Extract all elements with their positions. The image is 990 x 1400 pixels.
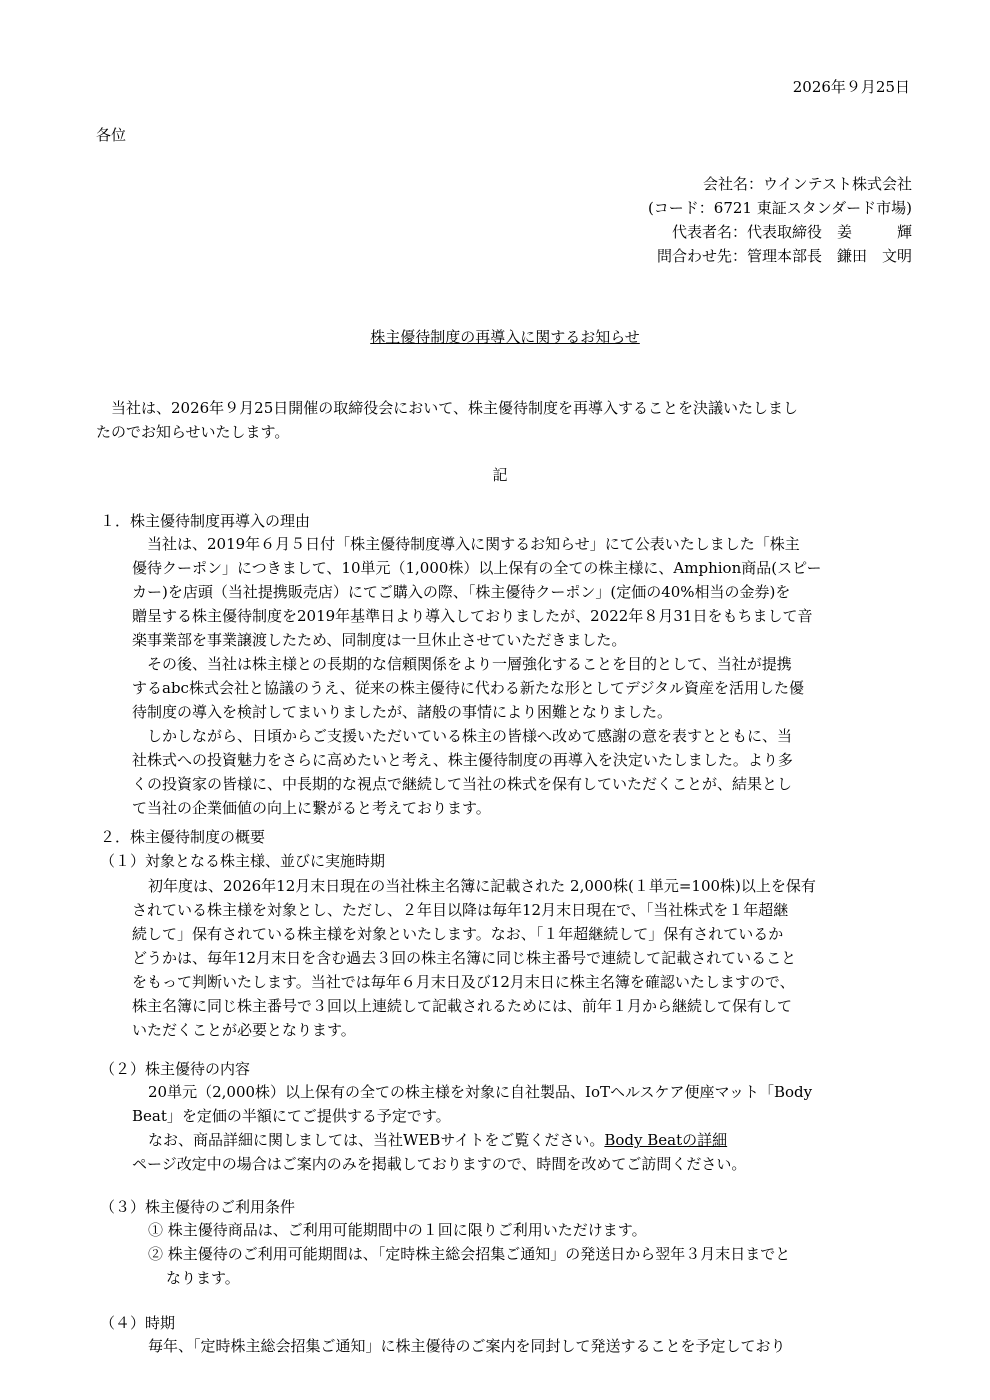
document-title: 株主優待制度の再導入に関するお知らせ	[370, 328, 640, 346]
sub1-line: されている株主様を対象とし、ただし、２年目以降は毎年12月末日現在で、「当社株式を１年超継	[132, 901, 789, 919]
section1-line: 優待クーポン」につきまして、10単元（1,000株）以上保有の全ての株主様に、Amphion商品(スピー	[132, 559, 822, 577]
body-beat-detail-link[interactable]: Body Beatの詳細	[604, 1131, 728, 1149]
section2-sub1-heading: （１）対象となる株主様、並びに実施時期	[100, 852, 386, 870]
section1-line: するabc株式会社と協議のうえ、従来の株主優待に代わる新たな形としてデジタル資産を活用した優	[132, 679, 804, 697]
section2-heading: ２．株主優待制度の概要	[100, 828, 266, 846]
section1-line: て当社の企業価値の向上に繋がると考えております。	[132, 799, 491, 817]
section2-sub2-heading: （２）株主優待の内容	[100, 1060, 251, 1078]
sub2-line: ページ改定中の場合はご案内のみを掲載しておりますので、時間を改めてご訪問ください。	[132, 1155, 747, 1173]
intro-paragraph	[96, 396, 896, 444]
sub1-line: どうかは、毎年12月末日を含む過去３回の株主名簿に同じ株主番号で連続して記載されていること	[132, 949, 797, 967]
section2-sub4-body	[148, 1334, 948, 1358]
section1-line: くの投資家の皆様に、中長期的な視点で継続して当社の株式を保有していただくことが、結果とし	[132, 775, 793, 793]
sub2-line	[132, 1128, 932, 1152]
sub1-line: をもって判断いたします。当社では毎年６月末日及び12月末日に株主名簿を確認いたしますので、	[132, 973, 795, 991]
section2-sub3-heading: （３）株主優待のご利用条件	[100, 1198, 296, 1216]
section1-body	[132, 532, 932, 820]
company-contact: 問合わせ先：管理本部長 鎌田 文明	[656, 247, 912, 265]
section1-line: 贈呈する株主優待制度を2019年基準日より導入しておりましたが、2022年８月31日をもちまして音	[132, 607, 813, 625]
company-name: 会社名：ウインテスト株式会社	[703, 175, 912, 193]
sub2-line: 20単元（2,000株）以上保有の全ての株主様を対象に自社製品、IoTヘルスケア便座マット「Body	[148, 1083, 813, 1101]
ki-marker: 記	[492, 466, 508, 484]
condition-item-2: ② 株主優待のご利用可能期間は、「定時株主総会招集ご通知」の発送日から翌年３月末日までと	[148, 1245, 791, 1263]
company-code: (コード：6721 東証スタンダード市場)	[647, 199, 912, 217]
section2-sub3-body	[148, 1218, 948, 1290]
sub2-line: Beat」を定価の半額にてご提供する予定です。	[132, 1107, 451, 1125]
condition-item-1: ① 株主優待商品は、ご利用可能期間中の１回に限りご利用いただけます。	[148, 1221, 647, 1239]
section1-line: 社株式への投資魅力をさらに高めたいと考え、株主優待制度の再導入を決定いたしました。より多	[132, 751, 793, 769]
sub1-line: 続して」保有されている株主様を対象といたします。なお、「１年超継続して」保有されているか	[132, 925, 784, 943]
condition-item-2-cont: なります。	[166, 1269, 240, 1287]
sub1-line: 初年度は、2026年12月末日現在の当社株主名簿に記載された 2,000株(１単元=100株)以上を保有	[148, 877, 816, 895]
sub1-line: 株主名簿に同じ株主番号で３回以上連続して記載されるためには、前年１月から継続して保有して	[132, 997, 793, 1015]
document-date: 2026年９月25日	[792, 78, 910, 96]
section2-sub4-heading: （４）時期	[100, 1314, 176, 1332]
company-representative: 代表者名：代表取締役 姜 輝	[671, 223, 912, 241]
section1-heading: １．株主優待制度再導入の理由	[100, 512, 311, 530]
intro-line: たのでお知らせいたします。	[96, 423, 290, 441]
recipient: 各位	[96, 126, 127, 144]
intro-line: 当社は、2026年９月25日開催の取締役会において、株主優待制度を再導入することを決議いたしまし	[96, 399, 798, 417]
company-info	[648, 172, 912, 268]
sub4-line: 毎年、「定時株主総会招集ご通知」に株主優待のご案内を同封して発送することを予定しており	[148, 1337, 786, 1355]
section1-line: 楽事業部を事業譲渡したため、同制度は一旦休止させていただきました。	[132, 631, 627, 649]
section1-line: 待制度の導入を検討してまいりましたが、諸般の事情により困難となりました。	[132, 703, 673, 721]
section2-sub1-body	[132, 874, 932, 1042]
sub1-line: いただくことが必要となります。	[132, 1021, 356, 1039]
section2-sub2-body	[132, 1080, 932, 1176]
sub2-line3-text: なお、商品詳細に関しましては、当社WEBサイトをご覧ください。	[148, 1131, 605, 1149]
section1-line: 当社は、2019年６月５日付「株主優待制度導入に関するお知らせ」にて公表いたしました「株主	[132, 535, 800, 553]
section1-line: しかしながら、日頃からご支援いただいている株主の皆様へ改めて感謝の意を表すとともに、当	[132, 727, 793, 745]
section1-line: その後、当社は株主様との長期的な信頼関係をより一層強化することを目的として、当社が提携	[132, 655, 792, 673]
section1-line: カー)を店頭（当社提携販売店）にてご購入の際、「株主優待クーポン」(定価の40%相当の金券)を	[132, 583, 791, 601]
